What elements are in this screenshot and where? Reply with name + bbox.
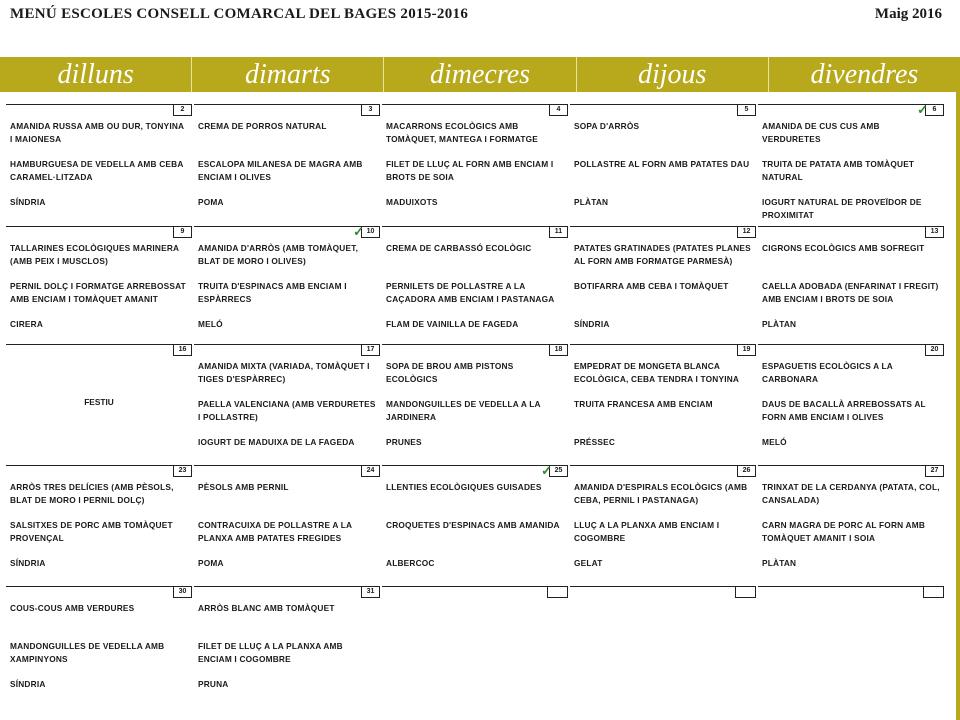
first-course: CREMA DE CARBASSÓ ECOLÒGIC: [386, 243, 532, 253]
first-course: ARRÒS BLANC AMB TOMÀQUET: [198, 603, 335, 613]
day-number: 23: [173, 466, 192, 477]
first-course: CIGRONS ECOLÒGICS AMB SOFREGIT: [762, 243, 925, 253]
day-cell: [382, 226, 568, 344]
first-course: SOPA DE BROU AMB PISTONS ECOLÒGICS: [386, 361, 514, 384]
dessert: CIRERA: [10, 319, 44, 329]
weekday-friday: divendres: [810, 58, 919, 90]
second-course: MANDONGUILLES DE VEDELLA A LA JARDINERA: [386, 399, 541, 422]
second-course: LLUÇ A LA PLANXA AMB ENCIAM I COGOMBRE: [574, 520, 720, 543]
dessert: SÍNDRIA: [10, 197, 46, 207]
first-course: COUS-COUS AMB VERDURES: [10, 603, 135, 613]
day-cell: [194, 104, 380, 226]
second-course: DAUS DE BACALLÀ ARREBOSSATS AL FORN AMB ENCIAM I OLIVES: [762, 399, 926, 422]
first-course: AMANIDA RUSSA AMB OU DUR, TONYINA I MAIONESA: [10, 121, 184, 144]
weekday-header-bar: [0, 57, 960, 92]
day-cell: [758, 104, 944, 226]
day-number: 12: [737, 227, 756, 238]
day-cell: [382, 465, 568, 586]
dessert: IOGURT NATURAL DE PROVEÏDOR DE PROXIMITAT: [762, 197, 922, 220]
day-number: 17: [361, 345, 380, 356]
week-row: [6, 104, 944, 226]
first-course: EMPEDRAT DE MONGETA BLANCA ECOLÒGICA, CEBA TENDRA I TONYINA: [574, 361, 740, 384]
dessert: MELÓ: [762, 437, 787, 447]
day-cell: [6, 344, 192, 465]
first-course: AMANIDA DE CUS CUS AMB VERDURETES: [762, 121, 880, 144]
second-course: HAMBURGUESA DE VEDELLA AMB CEBA CARAMEL·LITZADA: [10, 159, 184, 182]
first-course: ARRÒS TRES DELÍCIES (AMB PÈSOLS, BLAT DE MORO I PERNIL DOLÇ): [10, 482, 174, 505]
dessert: SÍNDRIA: [574, 319, 610, 329]
day-cell: [758, 226, 944, 344]
week-row: [6, 586, 944, 690]
day-cell: [570, 344, 756, 465]
day-number: [547, 587, 568, 598]
first-course: TALLARINES ECOLÒGIQUES MARINERA (AMB PEIX I MUSCLOS): [10, 243, 179, 266]
day-number: 2: [173, 105, 192, 116]
day-cell: [194, 465, 380, 586]
checkmark-icon: ✓: [917, 102, 928, 117]
first-course: MACARRONS ECOLÒGICS AMB TOMÀQUET, MANTEGA I FORMATGE: [386, 121, 539, 144]
first-course: TRINXAT DE LA CERDANYA (PATATA, COL, CANSALADA): [762, 482, 940, 505]
dessert: POMA: [198, 197, 224, 207]
week-row: [6, 344, 944, 465]
second-course: PERNILETS DE POLLASTRE A LA CAÇADORA AMB ENCIAM I PASTANAGA: [386, 281, 555, 304]
dessert: PRUNES: [386, 437, 422, 447]
second-course: ESCALOPA MILANESA DE MAGRA AMB ENCIAM I OLIVES: [198, 159, 363, 182]
first-course: PÈSOLS AMB PERNIL: [198, 482, 289, 492]
day-cell: [758, 586, 944, 690]
day-cell: [758, 465, 944, 586]
second-course: TRUITA FRANCESA AMB ENCIAM: [574, 399, 713, 409]
dessert: PLÀTAN: [574, 197, 609, 207]
accent-rule: [956, 92, 960, 720]
first-course: PATATES GRATINADES (PATATES PLANES AL FORN AMB FORMATGE PARMESÀ): [574, 243, 751, 266]
day-cell: [570, 586, 756, 690]
day-cell: [758, 344, 944, 465]
dessert: PLÀTAN: [762, 319, 797, 329]
day-number: 18: [549, 345, 568, 356]
day-number: 20: [925, 345, 944, 356]
day-number: 25: [549, 466, 568, 477]
second-course: CARN MAGRA DE PORC AL FORN AMB TOMÀQUET AMANIT I SOIA: [762, 520, 926, 543]
day-cell: [194, 344, 380, 465]
menu-grid: [6, 104, 944, 690]
day-number: 27: [925, 466, 944, 477]
weekday-tuesday: dimarts: [192, 57, 384, 92]
checkmark-icon: ✓: [353, 224, 364, 239]
day-number: [923, 587, 944, 598]
weekday-monday: dilluns: [0, 57, 192, 92]
day-cell: [6, 104, 192, 226]
month-label: Maig 2016: [874, 6, 942, 22]
day-cell: [194, 586, 380, 690]
day-number: 16: [173, 345, 192, 356]
dessert: PRÉSSEC: [574, 437, 616, 447]
day-number: 3: [361, 105, 380, 116]
day-number: 19: [737, 345, 756, 356]
dessert: ALBERCOC: [386, 558, 435, 568]
holiday-label: FESTIU: [84, 397, 114, 407]
day-number: 26: [737, 466, 756, 477]
dessert: GELAT: [574, 558, 603, 568]
day-cell: [382, 586, 568, 690]
day-cell: [6, 465, 192, 586]
weekday-thursday: dijous: [577, 57, 769, 92]
day-number: 6: [925, 105, 944, 116]
second-course: CONTRACUIXA DE POLLASTRE A LA PLANXA AMB PATATES FREGIDES: [198, 520, 352, 543]
day-number: 31: [361, 587, 380, 598]
first-course: AMANIDA MIXTA (VARIADA, TOMÀQUET I TIGES D'ESPÀRREC): [198, 361, 370, 384]
dessert: MADUIXOTS: [386, 197, 438, 207]
second-course: FILET DE LLUÇ AL FORN AMB ENCIAM I BROTS DE SOIA: [386, 159, 554, 182]
second-course: TRUITA D'ESPINACS AMB ENCIAM I ESPÀRRECS: [198, 281, 347, 304]
second-course: BOTIFARRA AMB CEBA I TOMÀQUET: [574, 281, 729, 291]
weekday-wednesday: dimecres: [384, 57, 576, 92]
first-course: ESPAGUETIS ECOLÒGICS A LA CARBONARA: [762, 361, 893, 384]
day-cell: [382, 104, 568, 226]
second-course: PAELLA VALENCIANA (AMB VERDURETES I POLLASTRE): [198, 399, 376, 422]
day-number: 9: [173, 227, 192, 238]
day-number: 30: [173, 587, 192, 598]
day-number: 13: [925, 227, 944, 238]
day-number: 11: [549, 227, 568, 238]
dessert: SÍNDRIA: [10, 558, 46, 568]
checkmark-icon: ✓: [541, 463, 552, 478]
first-course: LLENTIES ECOLÒGIQUES GUISADES: [386, 482, 542, 492]
dessert: PLÀTAN: [762, 558, 797, 568]
week-row: [6, 226, 944, 344]
first-course: CREMA DE PORROS NATURAL: [198, 121, 327, 131]
day-number: 24: [361, 466, 380, 477]
day-cell: [6, 586, 192, 690]
day-cell: [570, 226, 756, 344]
day-number: 10: [361, 227, 380, 238]
dessert: POMA: [198, 558, 224, 568]
second-course: SALSITXES DE PORC AMB TOMÀQUET PROVENÇAL: [10, 520, 173, 543]
dessert: FLAM DE VAINILLA DE FAGEDA: [386, 319, 519, 329]
dessert: MELÓ: [198, 319, 223, 329]
day-cell: [6, 226, 192, 344]
day-number: [735, 587, 756, 598]
dessert: PRUNA: [198, 679, 229, 689]
day-cell: [570, 465, 756, 586]
second-course: MANDONGUILLES DE VEDELLA AMB XAMPINYONS: [10, 641, 165, 664]
day-cell: [382, 344, 568, 465]
second-course: POLLASTRE AL FORN AMB PATATES DAU: [574, 159, 750, 169]
second-course: PERNIL DOLÇ I FORMATGE ARREBOSSAT AMB ENCIAM I TOMÀQUET AMANIT: [10, 281, 186, 304]
second-course: TRUITA DE PATATA AMB TOMÀQUET NATURAL: [762, 159, 915, 182]
second-course: FILET DE LLUÇ A LA PLANXA AMB ENCIAM I COGOMBRE: [198, 641, 343, 664]
week-row: [6, 465, 944, 586]
day-number: 5: [737, 105, 756, 116]
first-course: AMANIDA D'ESPIRALS ECOLÒGICS (AMB CEBA, PERNIL I PASTANAGA): [574, 482, 748, 505]
menu-title: MENÚ ESCOLES CONSELL COMARCAL DEL BAGES 2015-2016: [10, 6, 469, 22]
second-course: CROQUETES D'ESPINACS AMB AMANIDA: [386, 520, 560, 530]
first-course: AMANIDA D'ARRÒS (AMB TOMÀQUET, BLAT DE MORO I OLIVES): [198, 243, 359, 266]
day-number: 4: [549, 105, 568, 116]
first-course: SOPA D'ARRÒS: [574, 121, 640, 131]
day-cell: [570, 104, 756, 226]
second-course: CAELLA ADOBADA (ENFARINAT I FREGIT) AMB ENCIAM I BROTS DE SOIA: [762, 281, 939, 304]
dessert: SÍNDRIA: [10, 679, 46, 689]
dessert: IOGURT DE MADUIXA DE LA FAGEDA: [198, 437, 355, 447]
day-cell: [194, 226, 380, 344]
